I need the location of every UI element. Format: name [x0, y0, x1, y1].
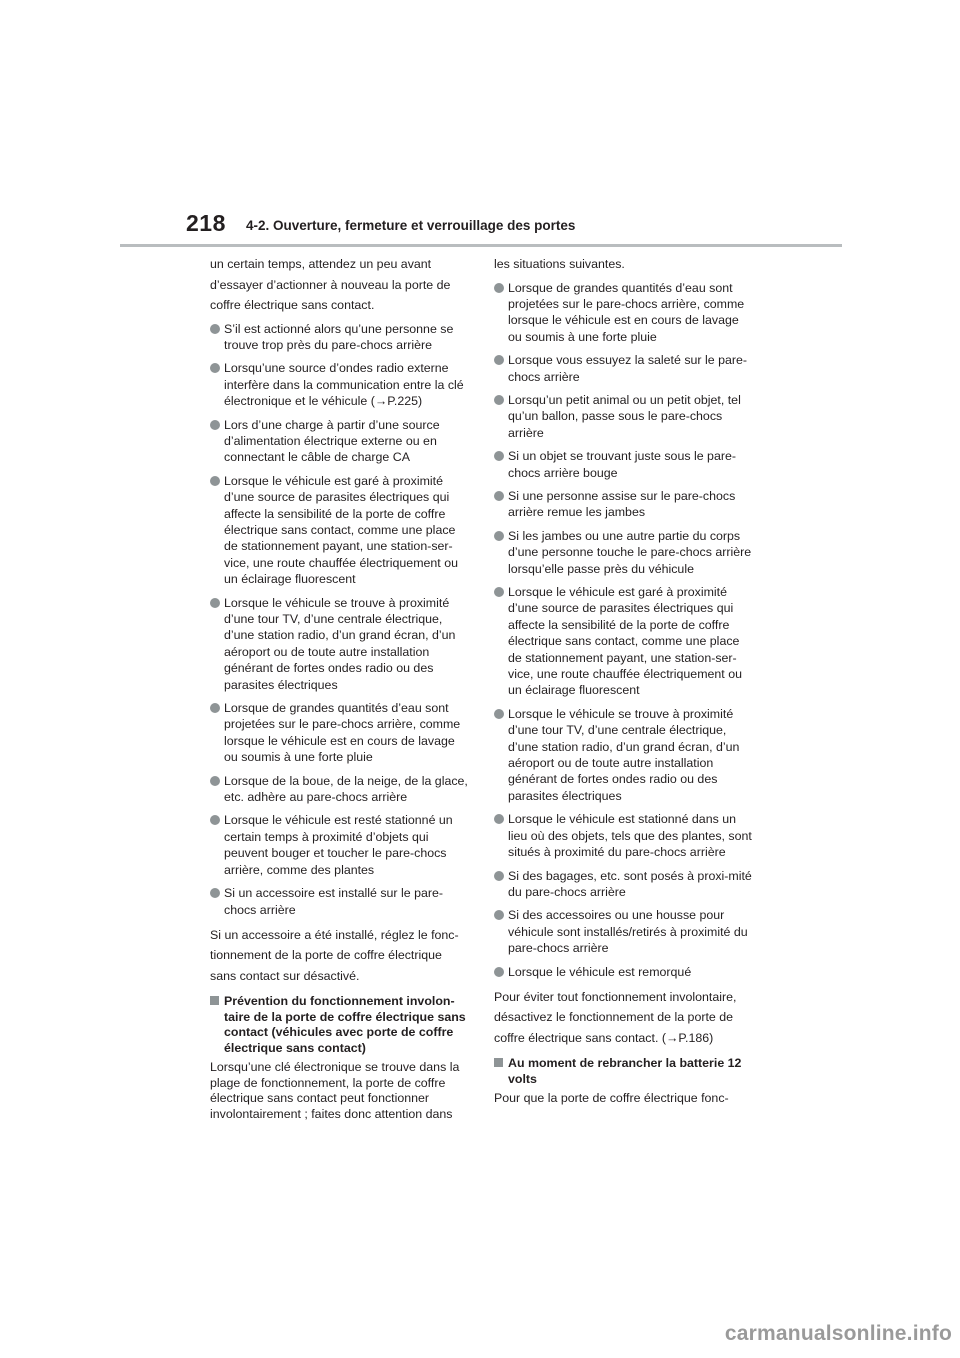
list-item: Lorsque de la boue, de la neige, de la glace, etc. adhère au pare-chocs arrière [210, 773, 468, 806]
list-item: Lorsque le véhicule est garé à proximité d’une source de parasites électriques qui affecte la sensibilité de la porte de coffre électrique sans contact, comme une place de stationnement payant, une station-ser-vice, une route chauffée électriquement ou un éclairage fluorescent [210, 473, 468, 588]
bullet-dot-icon [494, 491, 504, 501]
bullet-dot-icon [494, 814, 504, 824]
bullet-dot-icon [210, 776, 220, 786]
intro-paragraph: les situations suivantes. [494, 257, 625, 271]
bullet-dot-icon [210, 363, 220, 373]
heading-body-paragraph: Pour que la porte de coffre électrique fonc- [494, 1091, 729, 1106]
square-bullet-icon [494, 1058, 503, 1067]
bullet-dot-icon [494, 451, 504, 461]
watermark: carmanualsonline.info [724, 1322, 952, 1345]
list-item: Si un objet se trouvant juste sous le pare-chocs arrière bouge [494, 448, 752, 481]
bullet-dot-icon [210, 815, 220, 825]
bullet-dot-icon [494, 283, 504, 293]
header-rule [120, 244, 842, 247]
list-item: Lorsque vous essuyez la saleté sur le pare-chocs arrière [494, 352, 752, 385]
bullet-dot-icon [210, 703, 220, 713]
bullet-dot-icon [210, 420, 220, 430]
page-number: 218 [186, 210, 226, 236]
bullet-dot-icon [494, 531, 504, 541]
heading-body-paragraph: Lorsqu’une clé électronique se trouve dans la plage de fonctionnement, la porte de coffre électrique sans contact peut fonctionner involontairement ; faites donc attention dans [210, 1060, 460, 1121]
list-item: Lorsque le véhicule est garé à proximité d’une source de parasites électriques qui affecte la sensibilité de la porte de coffre électrique sans contact, comme une place de stationnement payant, une station-ser-vice, une route chauffée électriquement ou un éclairage fluorescent [494, 584, 752, 699]
right-column [494, 254, 752, 1111]
bullet-dot-icon [210, 888, 220, 898]
list-item: Lorsque le véhicule est remorqué [494, 964, 752, 980]
list-item: S’il est actionné alors qu’une personne se trouve trop près du pare-chocs arrière [210, 321, 468, 354]
list-item: Lorsqu’une source d’ondes radio externe interfère dans la communication entre la clé électronique et le véhicule (→P.225) [210, 360, 468, 409]
list-item: Si les jambes ou une autre partie du corps d’une personne touche le pare-chocs arrière lorsqu’elle passe près du véhicule [494, 528, 752, 577]
bullet-dot-icon [210, 324, 220, 334]
bullet-dot-icon [210, 598, 220, 608]
section-title: 4-2. Ouverture, fermeture et verrouillage des portes [246, 218, 576, 233]
left-column [210, 254, 468, 1126]
after-bullets-paragraph: Si un accessoire a été installé, réglez le fonc-tionnement de la porte de coffre électrique sans contact sur désactivé. [210, 927, 459, 983]
bullet-dot-icon [494, 395, 504, 405]
intro-paragraph: un certain temps, attendez un peu avant d’essayer d’actionner à nouveau la porte de coffre électrique sans contact. [210, 257, 451, 312]
list-item: Si une personne assise sur le pare-chocs arrière remue les jambes [494, 488, 752, 521]
bullet-dot-icon [494, 709, 504, 719]
square-bullet-icon [210, 996, 219, 1005]
bullet-dot-icon [494, 871, 504, 881]
list-item: Si des accessoires ou une housse pour véhicule sont installés/retirés à proximité du pare-chocs arrière [494, 907, 752, 956]
list-item: Lorsque le véhicule est stationné dans un lieu où des objets, tels que des plantes, sont situés à proximité du pare-chocs arrière [494, 811, 752, 860]
list-item: Lors d’une charge à partir d’une source d’alimentation électrique externe ou en connectant le câble de charge CA [210, 417, 468, 466]
bullet-dot-icon [210, 476, 220, 486]
bullet-dot-icon [494, 967, 504, 977]
list-item: Si un accessoire est installé sur le pare-chocs arrière [210, 885, 468, 918]
list-item: Lorsqu’un petit animal ou un petit objet, tel qu’un ballon, passe sous le pare-chocs arrière [494, 392, 752, 441]
list-item: Lorsque le véhicule est resté stationné un certain temps à proximité d’objets qui peuvent bouger et toucher le pare-chocs arrière, comme des plantes [210, 812, 468, 878]
list-item: Si des bagages, etc. sont posés à proxi-mité du pare-chocs arrière [494, 868, 752, 901]
bullet-dot-icon [494, 355, 504, 365]
after-bullets-paragraph: Pour éviter tout fonctionnement involontaire, désactivez le fonctionnement de la porte de coffre électrique sans contact. (→P.186) [494, 989, 737, 1045]
bullet-dot-icon [494, 587, 504, 597]
list-item: Lorsque de grandes quantités d’eau sont projetées sur le pare-chocs arrière, comme lorsque le véhicule est en cours de lavage ou soumis à une forte pluie [210, 700, 468, 766]
list-item: Lorsque le véhicule se trouve à proximité d’une tour TV, d’une centrale électrique, d’une station radio, d’un grand écran, d’un aéroport ou de toute autre installation générant de fortes ondes radio ou des parasites électriques [210, 595, 468, 693]
list-item: Lorsque de grandes quantités d’eau sont projetées sur le pare-chocs arrière, comme lorsque le véhicule est en cours de lavage ou soumis à une forte pluie [494, 280, 752, 346]
section-heading: Au moment de rebrancher la batterie 12 volts [494, 1056, 752, 1087]
section-heading: Prévention du fonctionnement involon-taire de la porte de coffre électrique sans contact (véhicules avec porte de coffre électrique sans contact) [210, 994, 468, 1056]
list-item: Lorsque le véhicule se trouve à proximité d’une tour TV, d’une centrale électrique, d’une station radio, d’un grand écran, d’un aéroport ou de toute autre installation générant de fortes ondes radio ou des parasites électriques [494, 706, 752, 804]
bullet-dot-icon [494, 910, 504, 920]
